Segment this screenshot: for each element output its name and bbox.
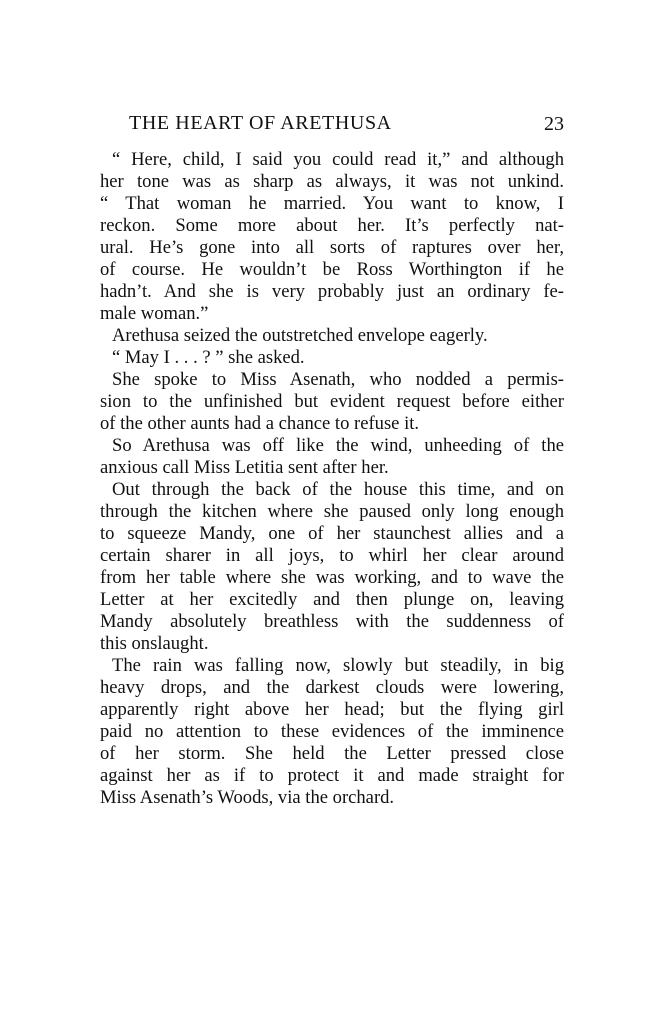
text-line: “ That woman he married. You want to know, I [100,193,564,214]
text-line: of the other aunts had a chance to refuse it. [100,413,420,434]
text-line: sion to the unfinished but evident request before either [100,391,564,412]
text-line: of course. He wouldn’t be Ross Worthington if he [100,259,564,280]
text-line: Out through the back of the house this time, and on [112,479,564,500]
text-line: through the kitchen where she paused only long enough [100,501,564,522]
text-line: of her storm. She held the Letter pressed close [100,743,564,764]
text-line: her tone was as sharp as always, it was not unkind. [100,171,564,192]
text-line: paid no attention to these evidences of the imminence [100,721,564,742]
text-line: this onslaught. [100,633,209,654]
text-line: hadn’t. And she is very probably just an ordinary fe- [100,281,564,302]
text-line: Miss Asenath’s Woods, via the orchard. [100,787,395,808]
running-title: THE HEART OF ARETHUSA [129,112,392,134]
text-line: Letter at her excitedly and then plunge on, leaving [100,589,564,610]
text-line: reckon. Some more about her. It’s perfectly nat- [100,215,564,236]
text-line: Arethusa seized the outstretched envelope eagerly. [112,325,488,346]
text-line: from her table where she was working, and to wave the [100,567,564,588]
text-line: male woman.” [100,303,209,324]
text-line: “ May I . . . ? ” she asked. [112,347,305,368]
page-number: 23 [544,113,564,135]
text-line: Mandy absolutely breathless with the suddenness of [100,611,564,632]
text-line: apparently right above her head; but the flying girl [100,699,564,720]
text-line: “ Here, child, I said you could read it,” and although [112,149,564,170]
text-line: to squeeze Mandy, one of her staunchest allies and a [100,523,564,544]
page-body-text [100,149,564,809]
text-line: So Arethusa was off like the wind, unheeding of the [112,435,564,456]
text-line: certain sharer in all joys, to whirl her clear around [100,545,564,566]
text-line: anxious call Miss Letitia sent after her. [100,457,389,478]
text-line: The rain was falling now, slowly but steadily, in big [112,655,564,676]
text-line: heavy drops, and the darkest clouds were lowering, [100,677,564,698]
text-line: She spoke to Miss Asenath, who nodded a permis- [112,369,564,390]
text-line: against her as if to protect it and made straight for [100,765,564,786]
running-header [100,112,564,138]
text-line: ural. He’s gone into all sorts of raptures over her, [100,237,564,258]
